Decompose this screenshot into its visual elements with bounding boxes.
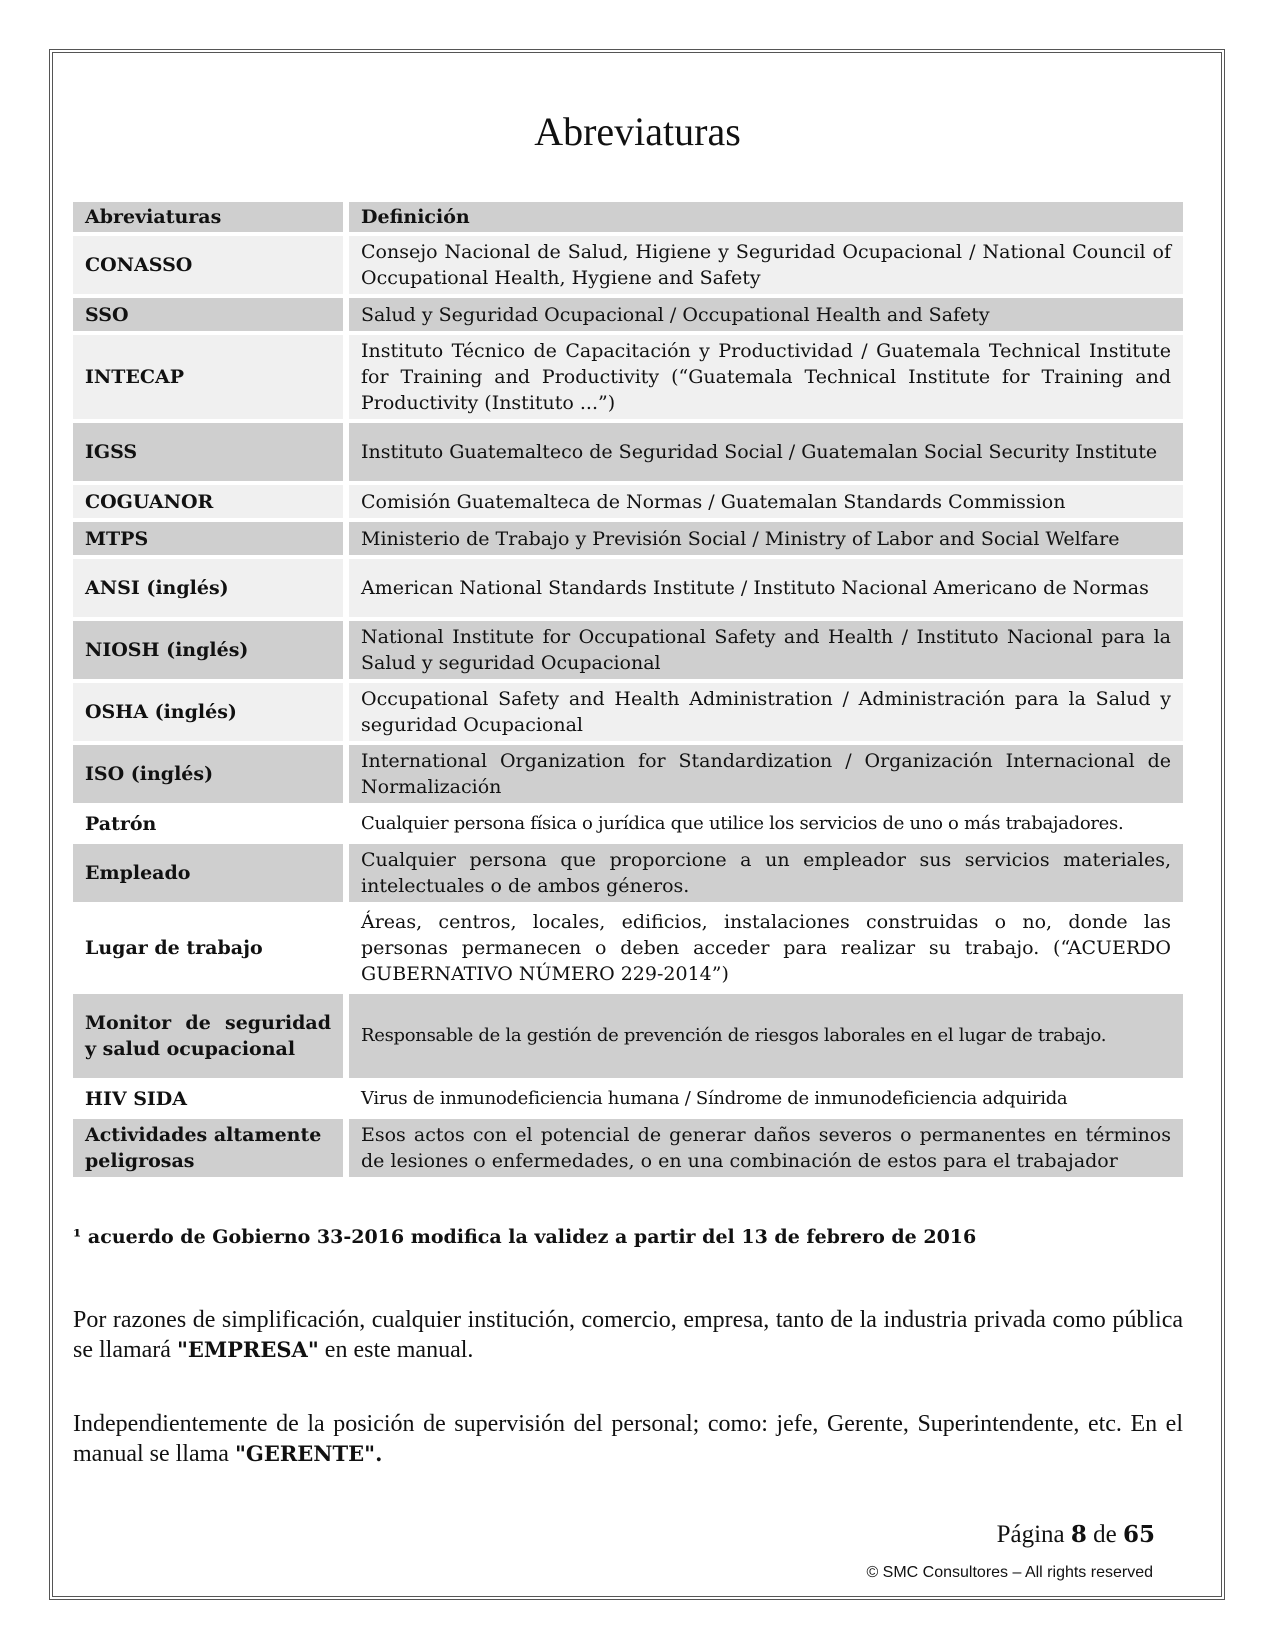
abbreviation-definition: Virus de inmunodeficiencia humana / Síndrome de inmunodeficiencia adquirida [349,1082,1183,1115]
abbreviation-term: CONASSO [73,236,349,294]
column-header-abbreviation: Abreviaturas [73,202,349,232]
abbreviation-term: Monitor de seguridad y salud ocupacional [73,994,349,1078]
table-row [73,683,1183,741]
emphasis-empresa: "EMPRESA" [176,1337,319,1362]
table-footnote: ¹ acuerdo de Gobierno 33-2016 modifica la validez a partir del 13 de febrero de 2016 [73,1226,977,1248]
abbreviation-definition: Responsable de la gestión de prevención de riesgos laborales en el lugar de trabajo. [349,994,1183,1078]
column-header-definition: Definición [349,202,1183,232]
abbreviation-term: COGUANOR [73,485,349,518]
abbreviation-term: ISO (inglés) [73,745,349,803]
page-current: 8 [1070,1521,1087,1548]
abbreviation-definition: Instituto Técnico de Capacitación y Productividad / Guatemala Technical Institute for Training and Productivity (“Guatemala Technical Institute for Training and Productivity (Instituto ...”) [349,335,1183,419]
abbreviation-definition: Instituto Guatemalteco de Seguridad Social / Guatemalan Social Security Institute [349,423,1183,481]
abbreviation-definition: Comisión Guatemalteca de Normas / Guatemalan Standards Commission [349,485,1183,518]
table-row [73,1082,1183,1115]
page-number [997,1521,1155,1549]
abbreviation-term: Patrón [73,807,349,840]
abbreviation-term: SSO [73,298,349,331]
abbreviation-term: MTPS [73,522,349,555]
abbreviation-definition: Esos actos con el potencial de generar daños severos o permanentes en términos de lesiones o enfermedades, o en una combinación de estos para el trabajador [349,1119,1183,1177]
table-row [73,1119,1183,1177]
paragraph-text: Por razones de simplificación, cualquier institución, comercio, empresa, tanto de la industria privada como pública se llamará [73,1307,1183,1363]
abbreviation-definition: National Institute for Occupational Safety and Health / Instituto Nacional para la Salud y seguridad Ocupacional [349,621,1183,679]
abbreviation-term: IGSS [73,423,349,481]
table-row [73,559,1183,617]
abbreviation-definition: Salud y Seguridad Ocupacional / Occupational Health and Safety [349,298,1183,331]
abbreviation-definition: Cualquier persona que proporcione a un empleador sus servicios materiales, intelectuales o de ambos géneros. [349,844,1183,902]
abbreviation-definition: Ministerio de Trabajo y Previsión Social / Ministry of Labor and Social Welfare [349,522,1183,555]
table-row [73,423,1183,481]
abbreviation-term: NIOSH (inglés) [73,621,349,679]
abbreviation-term: ANSI (inglés) [73,559,349,617]
page-total: 65 [1122,1521,1155,1548]
table-row [73,621,1183,679]
table-row [73,807,1183,840]
page-label: Página [996,1521,1065,1548]
abbreviation-term: Empleado [73,844,349,902]
abbreviation-term: Actividades altamente peligrosas [73,1119,349,1177]
abbreviation-definition: International Organization for Standardization / Organización Internacional de Normalización [349,745,1183,803]
table-row [73,745,1183,803]
paragraph-empresa [73,1306,1183,1365]
abbreviation-definition: Áreas, centros, locales, edificios, instalaciones construidas o no, donde las personas permanecen o deben acceder para realizar su trabajo. (“ACUERDO GUBERNATIVO NÚMERO 229-2014”) [349,906,1183,990]
table-row [73,994,1183,1078]
abbreviation-term: INTECAP [73,335,349,419]
table-row [73,522,1183,555]
abbreviation-term: OSHA (inglés) [73,683,349,741]
copyright-notice: © SMC Consultores – All rights reserved [866,1564,1153,1581]
table-row [73,844,1183,902]
abbreviation-term: Lugar de trabajo [73,906,349,990]
table-row [73,236,1183,294]
paragraph-gerente [73,1410,1183,1469]
emphasis-gerente: "GERENTE". [234,1441,383,1466]
page-title: Abreviaturas [534,109,741,154]
abbreviation-definition: American National Standards Institute / Instituto Nacional Americano de Normas [349,559,1183,617]
table-row [73,485,1183,518]
abbreviation-term: HIV SIDA [73,1082,349,1115]
table-row [73,335,1183,419]
paragraph-text: Independientemente de la posición de supervisión del personal; como: jefe, Gerente, Superintendente, etc. En el manual se llama [73,1411,1183,1467]
paragraph-text: en este manual. [318,1337,474,1363]
table-row [73,906,1183,990]
abbreviation-definition: Consejo Nacional de Salud, Higiene y Seguridad Ocupacional / National Council of Occupational Health, Hygiene and Safety [349,236,1183,294]
abbreviation-definition: Occupational Safety and Health Administration / Administración para la Salud y seguridad Ocupacional [349,683,1183,741]
abbreviations-table [73,198,1183,1181]
page-of-label: de [1093,1521,1117,1548]
abbreviation-definition: Cualquier persona física o jurídica que utilice los servicios de uno o más trabajadores. [349,807,1183,840]
table-row [73,298,1183,331]
